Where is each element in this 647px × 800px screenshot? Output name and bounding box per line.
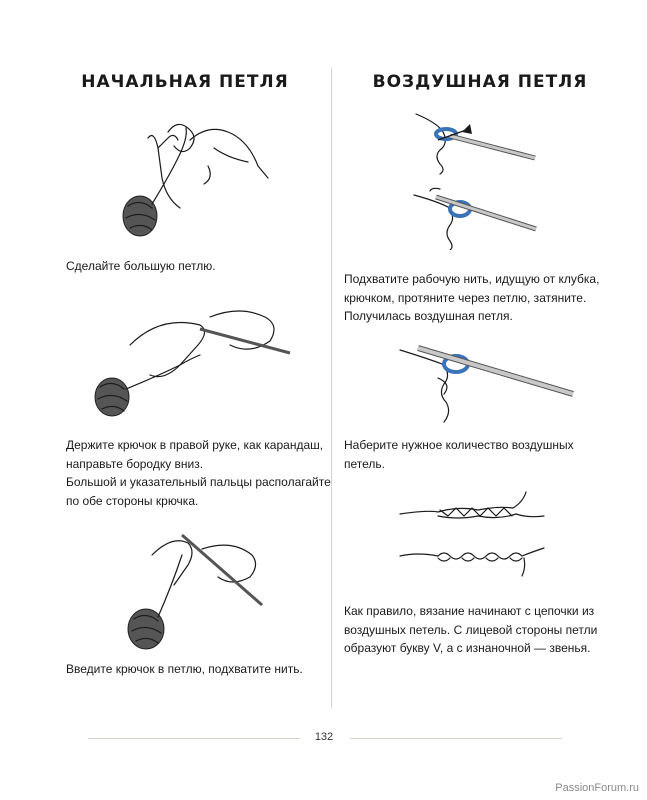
left-caption-3: Введите крючок в петлю, подхватите нить. [66, 662, 303, 676]
right-caption-3: Как правило, вязание начинают с цепочки из воздушных петель. С лицевой стороны петли образуют букву V, а с изнаночной — звенья. [344, 604, 598, 655]
illustration-chain-front [398, 488, 548, 533]
column-divider [331, 68, 332, 708]
right-caption-1: Подхватите рабочую нить, идущую от клубка, крючком, протяните через петлю, затяните. Получилась воздушная петля. [344, 272, 600, 323]
right-caption-2: Наберите нужное количество воздушных петель. [344, 438, 574, 471]
illustration-chain-step-1 [410, 110, 540, 175]
footer-rule-left [88, 738, 300, 739]
right-heading: ВОЗДУШНАЯ ПЕТЛЯ [372, 72, 588, 92]
left-caption-2-line-a: Держите крючок в правой руке, как карандаш, направьте бородку вниз. [66, 438, 324, 471]
illustration-chain-back [398, 540, 548, 580]
illustration-big-loop [118, 118, 278, 248]
illustration-insert-hook [122, 525, 272, 655]
left-heading: НАЧАЛЬНАЯ ПЕТЛЯ [81, 72, 289, 92]
illustration-chain-step-3 [398, 338, 578, 428]
left-caption-1: Сделайте большую петлю. [66, 259, 216, 273]
left-caption-2 [66, 436, 331, 510]
footer-rule-right [350, 738, 562, 739]
left-caption-2-line-b: Большой и указательный пальцы располагайте по обе стороны крючка. [66, 475, 331, 508]
watermark: PassionForum.ru [555, 782, 639, 794]
illustration-hold-hook [90, 305, 310, 420]
page-number: 132 [314, 731, 334, 743]
illustration-chain-step-2 [410, 185, 540, 250]
